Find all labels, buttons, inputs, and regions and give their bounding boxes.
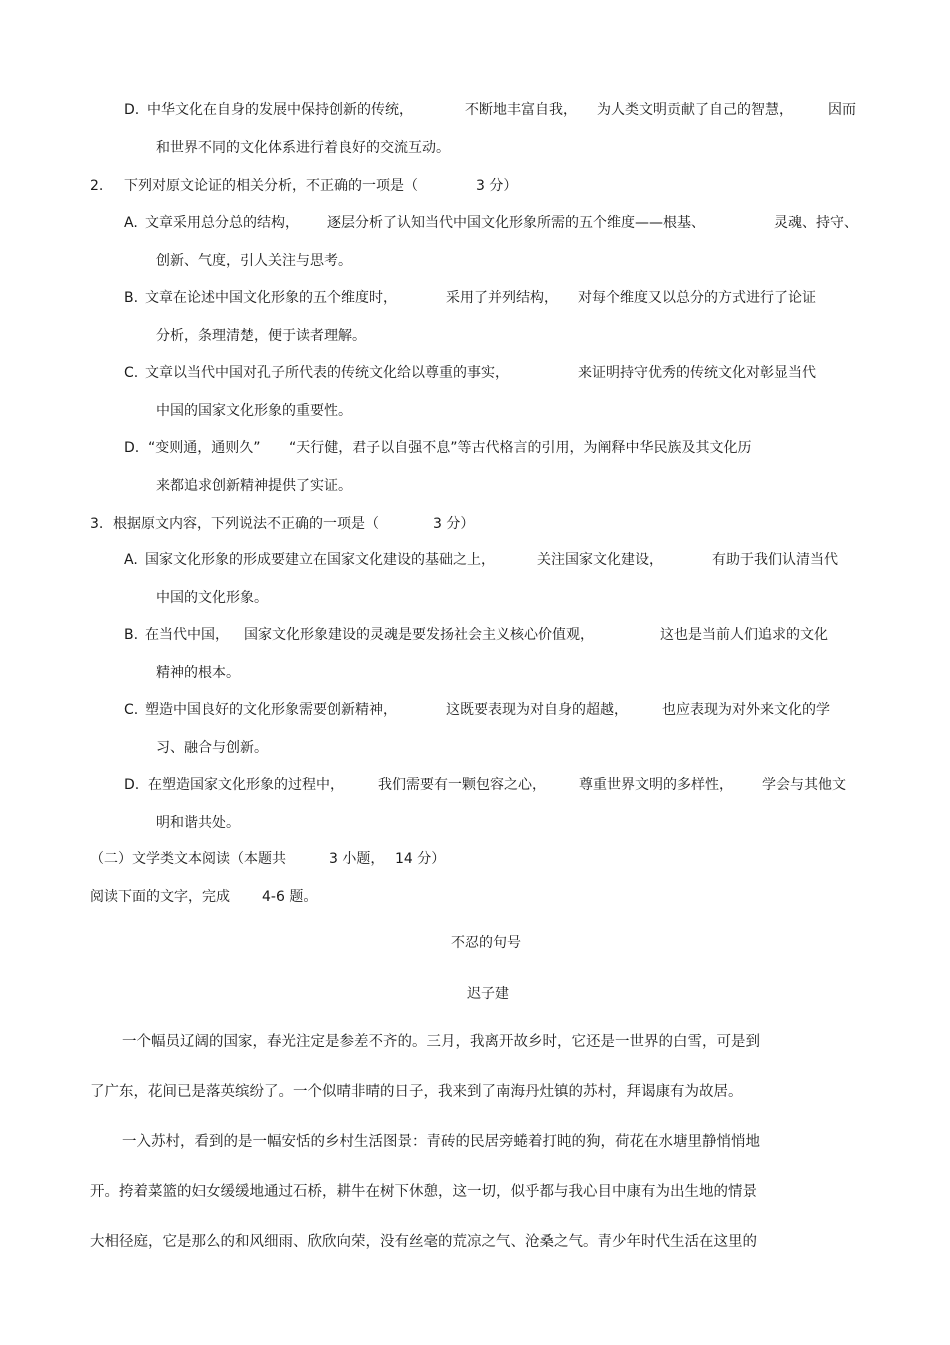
article-author: 迟子建 bbox=[467, 986, 509, 1002]
q2-option-d-line-2: 来都追求创新精神提供了实证。 bbox=[156, 478, 352, 494]
q2-number: 2. bbox=[90, 178, 104, 194]
q3-option-b-letter: B. bbox=[124, 627, 139, 643]
article-line-5: 大相径庭，它是那么的和风细雨、欣欣向荣，没有丝毫的荒凉之气、沧桑之气。青少年时代生活在这里的 bbox=[90, 1234, 757, 1250]
q2-option-a-line-2: 创新、气度，引人关注与思考。 bbox=[156, 253, 352, 269]
q3-option-c-text-2: 这既要表现为对自身的超越， bbox=[446, 702, 628, 718]
q1-option-d-text-2: 不断地丰富自我， bbox=[465, 102, 577, 118]
q3-option-a-text-1: 国家文化形象的形成要建立在国家文化建设的基础之上， bbox=[145, 552, 495, 568]
section-heading-score: 14 分） bbox=[395, 851, 446, 867]
q2-option-b-letter: B. bbox=[124, 290, 139, 306]
article-line-3: 一入苏村，看到的是一幅安恬的乡村生活图景：青砖的民居旁蜷着打盹的狗，荷花在水塘里静悄悄地 bbox=[122, 1134, 760, 1150]
q3-option-b-text-3: 这也是当前人们追求的文化 bbox=[660, 627, 828, 643]
section-heading-count: 3 小题， bbox=[329, 851, 385, 867]
article-line-4: 开。挎着菜篮的妇女缓缓地通过石桥，耕牛在树下休憩，这一切，似乎都与我心目中康有为出生地的情景 bbox=[90, 1184, 757, 1200]
q3-option-a-text-2: 关注国家文化建设， bbox=[537, 552, 663, 568]
q2-option-a-text-1: 文章采用总分总的结构， bbox=[145, 215, 299, 231]
q3-option-d-text-3: 尊重世界文明的多样性， bbox=[579, 777, 733, 793]
q1-option-d-line-2: 和世界不同的文化体系进行着良好的交流互动。 bbox=[156, 140, 450, 156]
q3-option-a-line-2: 中国的文化形象。 bbox=[156, 590, 268, 606]
q2-option-b-text-3: 对每个维度又以总分的方式进行了论证 bbox=[578, 290, 816, 306]
q2-option-a-text-2: 逐层分析了认知当代中国文化形象所需的五个维度——根基、 bbox=[327, 215, 705, 231]
q2-option-c-letter: C. bbox=[124, 365, 139, 381]
q2-option-b-text-1: 文章在论述中国文化形象的五个维度时， bbox=[145, 290, 397, 306]
q3-option-c-line-2: 习、融合与创新。 bbox=[156, 740, 268, 756]
article-line-2: 了广东，花间已是落英缤纷了。一个似晴非晴的日子，我来到了南海丹灶镇的苏村，拜谒康有为故居。 bbox=[90, 1084, 743, 1100]
q2-option-c-text-1: 文章以当代中国对孔子所代表的传统文化给以尊重的事实， bbox=[145, 365, 509, 381]
q3-option-c-letter: C. bbox=[124, 702, 139, 718]
q3-score: 3 分） bbox=[433, 516, 475, 532]
q2-option-c-line-2: 中国的国家文化形象的重要性。 bbox=[156, 403, 352, 419]
q1-option-d-letter: D. bbox=[124, 102, 140, 118]
article-title: 不忍的句号 bbox=[451, 935, 521, 951]
q1-option-d-text-1: 中华文化在自身的发展中保持创新的传统， bbox=[147, 102, 413, 118]
q3-number: 3. bbox=[90, 516, 104, 532]
section-heading: （二）文学类文本阅读（本题共 bbox=[90, 851, 286, 867]
q2-option-a-text-3: 灵魂、持守、 bbox=[774, 215, 858, 231]
section-instruction-range: 4-6 题。 bbox=[262, 889, 318, 905]
q3-option-d-text-1: 在塑造国家文化形象的过程中， bbox=[148, 777, 344, 793]
q3-option-d-text-2: 我们需要有一颗包容之心， bbox=[378, 777, 546, 793]
q1-option-d-text-4: 因而 bbox=[828, 102, 856, 118]
q3-option-d-letter: D. bbox=[124, 777, 140, 793]
section-instruction: 阅读下面的文字，完成 bbox=[90, 889, 230, 905]
q3-option-b-text-2: 国家文化形象建设的灵魂是要发扬社会主义核心价值观， bbox=[244, 627, 594, 643]
q2-option-d-letter: D. bbox=[124, 440, 140, 456]
q2-option-b-line-2: 分析，条理清楚，便于读者理解。 bbox=[156, 328, 366, 344]
q3-option-a-letter: A. bbox=[124, 552, 138, 568]
q1-option-d-text-3: 为人类文明贡献了自己的智慧， bbox=[597, 102, 793, 118]
q3-option-c-text-3: 也应表现为对外来文化的学 bbox=[662, 702, 830, 718]
q3-option-b-line-2: 精神的根本。 bbox=[156, 665, 240, 681]
q3-option-d-line-2: 明和谐共处。 bbox=[156, 815, 240, 831]
q3-option-c-text-1: 塑造中国良好的文化形象需要创新精神， bbox=[145, 702, 397, 718]
q3-stem: 根据原文内容，下列说法不正确的一项是（ bbox=[113, 516, 379, 532]
q2-stem: 下列对原文论证的相关分析，不正确的一项是（ bbox=[124, 178, 418, 194]
article-line-1: 一个幅员辽阔的国家，春光注定是参差不齐的。三月，我离开故乡时，它还是一世界的白雪，可是到 bbox=[122, 1034, 760, 1050]
q3-option-a-text-3: 有助于我们认清当代 bbox=[712, 552, 838, 568]
q2-option-b-text-2: 采用了并列结构， bbox=[446, 290, 558, 306]
q3-option-d-text-4: 学会与其他文 bbox=[762, 777, 846, 793]
q2-option-a-letter: A. bbox=[124, 215, 138, 231]
q2-option-d-text-2: “天行健，君子以自强不息”等古代格言的引用，为阐释中华民族及其文化历 bbox=[289, 440, 752, 456]
q2-option-d-text-1: “变则通，通则久” bbox=[148, 440, 261, 456]
q3-option-b-text-1: 在当代中国， bbox=[145, 627, 229, 643]
q2-option-c-text-2: 来证明持守优秀的传统文化对彰显当代 bbox=[578, 365, 816, 381]
q2-score: 3 分） bbox=[476, 178, 518, 194]
